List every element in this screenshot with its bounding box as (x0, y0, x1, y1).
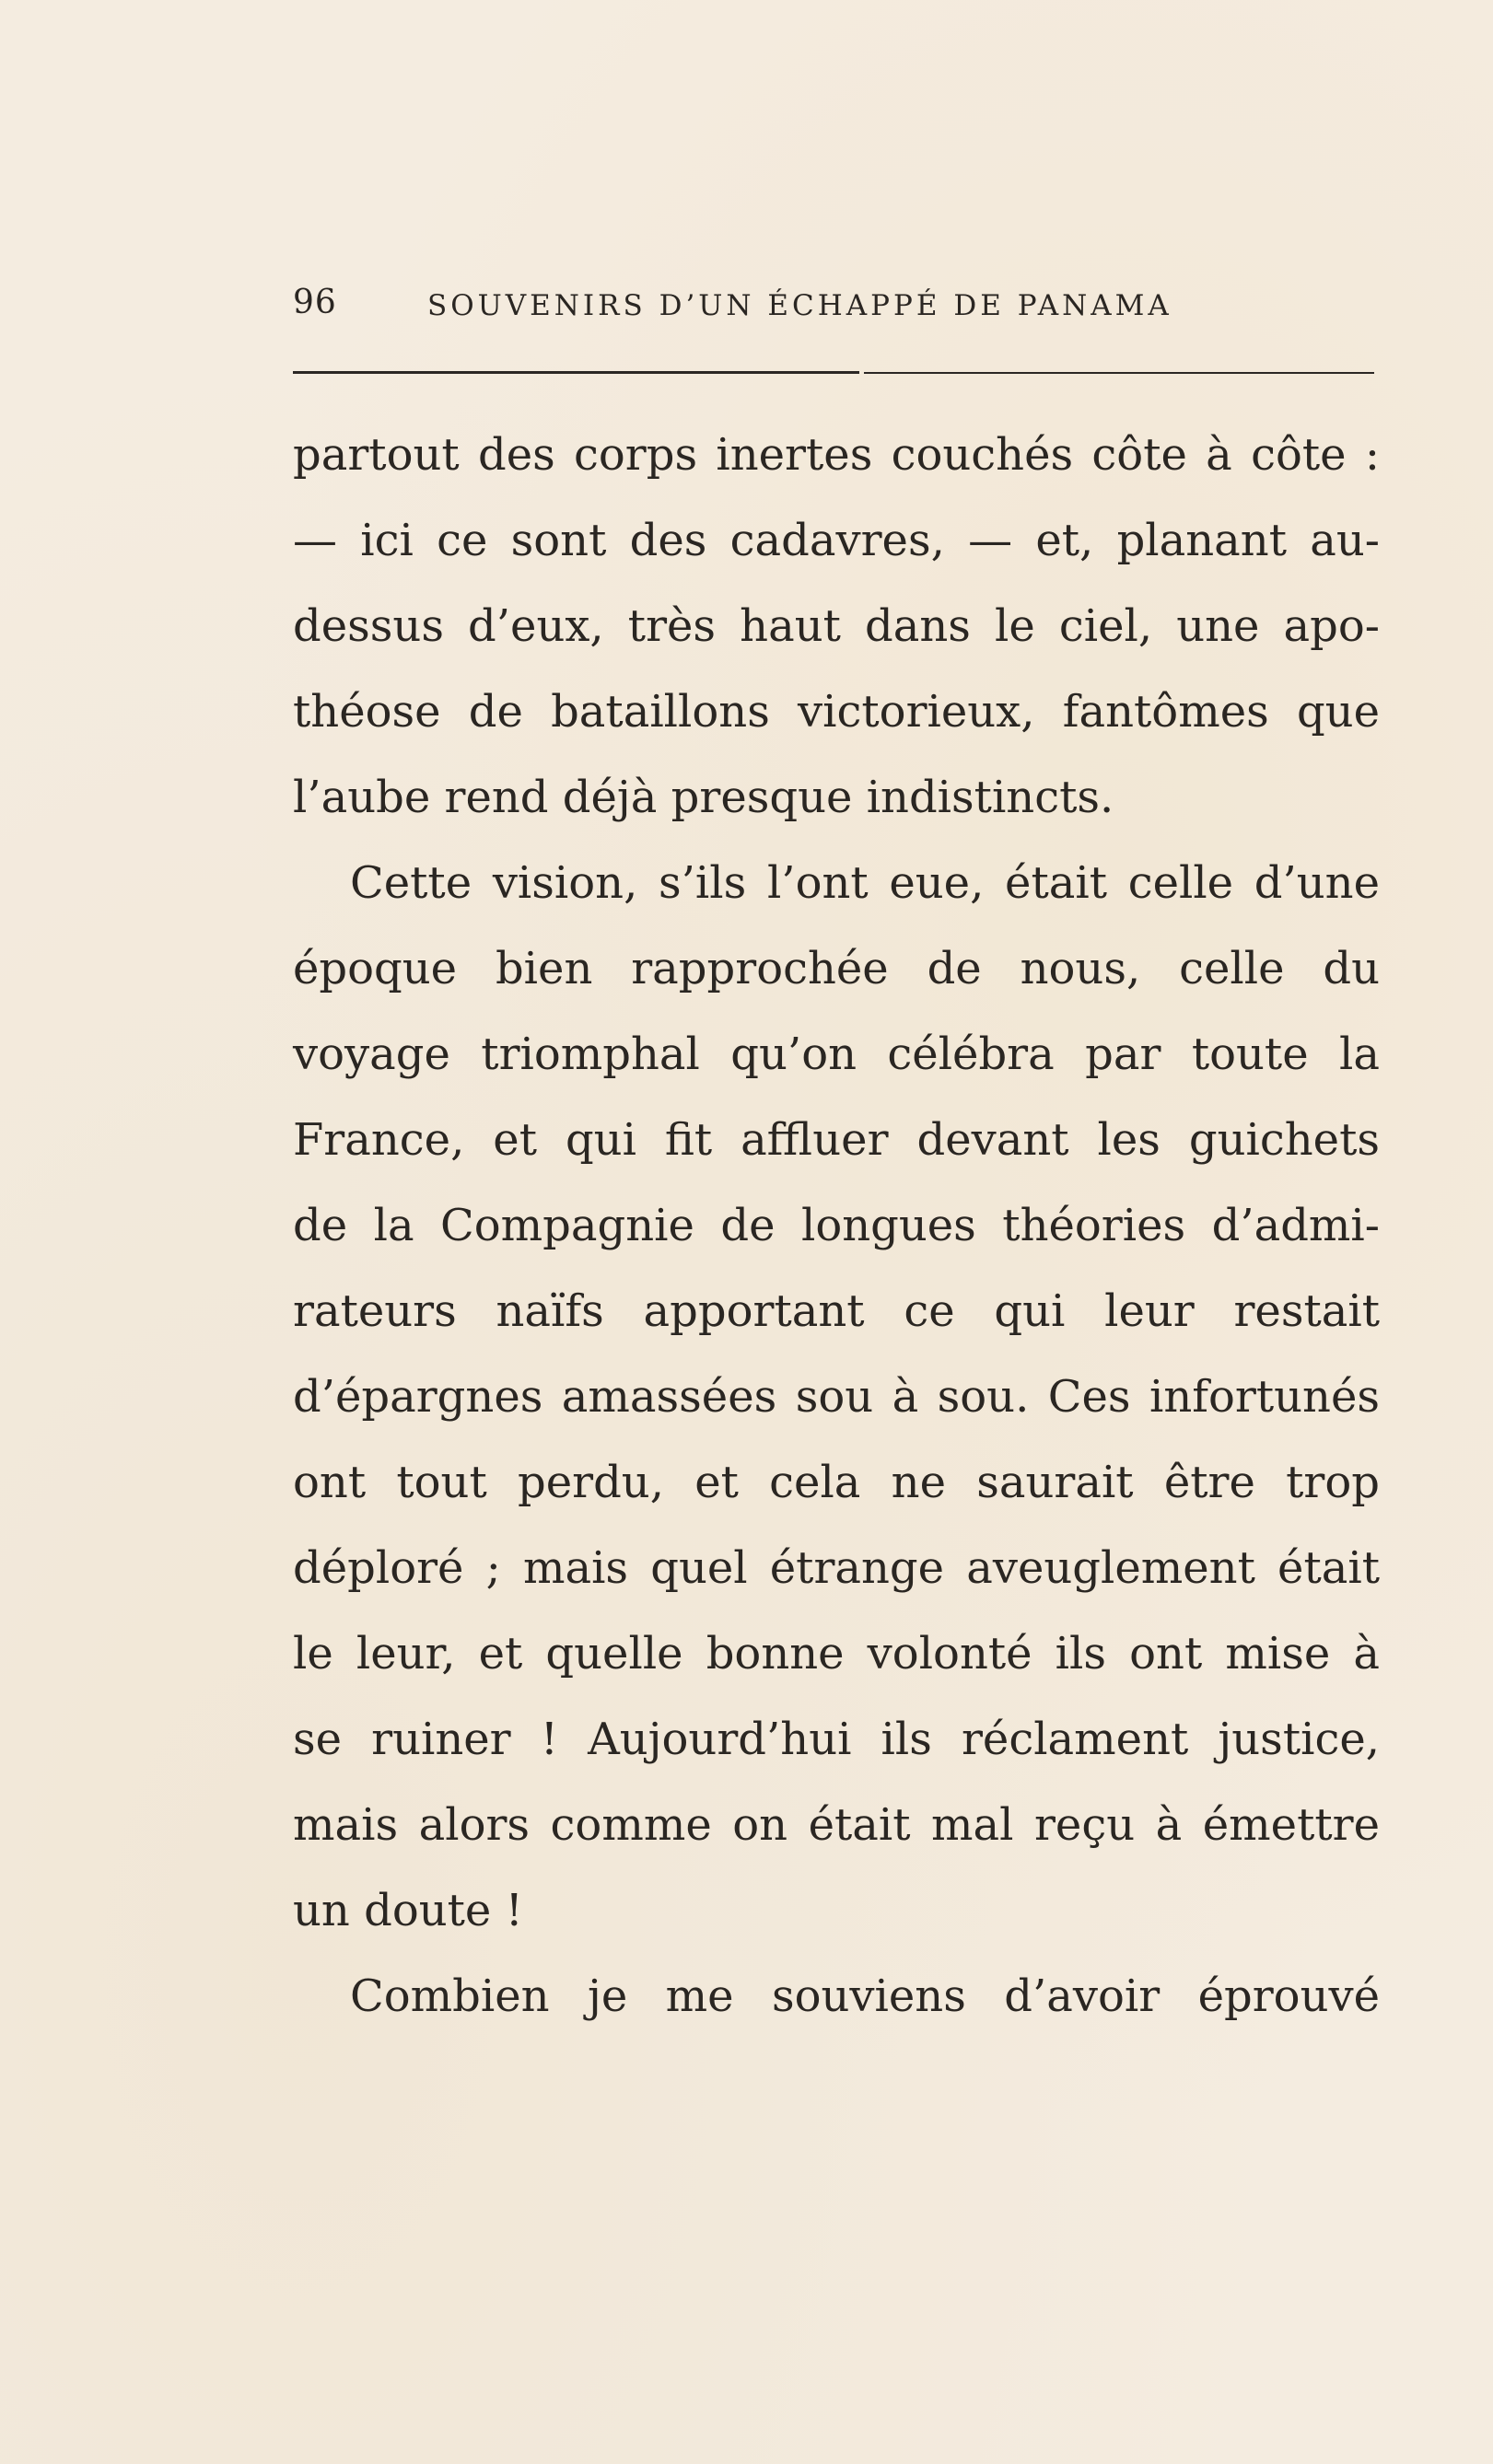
text-line: rateurs naïfs apportant ce qui leur restait (293, 1285, 1380, 1337)
header-rule-left (293, 371, 859, 374)
text-line: France, et qui fit affluer devant les guichets (293, 1114, 1380, 1166)
text-line: époque bien rapprochée de nous, celle du (293, 943, 1380, 994)
text-line: partout des corps inertes couchés côte à côte : (293, 429, 1380, 481)
running-title: SOUVENIRS D’UN ÉCHAPPÉ DE PANAMA (427, 289, 1172, 322)
text-line: voyage triomphal qu’on célébra par toute la (293, 1029, 1380, 1080)
text-line: l’aube rend déjà presque indistincts. (293, 772, 1114, 823)
body-text (293, 413, 1380, 2040)
text-line: — ici ce sont des cadavres, — et, planant au- (293, 515, 1380, 566)
text-line: d’épargnes amassées sou à sou. Ces infortunés (293, 1371, 1380, 1423)
text-line: Cette vision, s’ils l’ont eue, était celle d’une (350, 857, 1380, 909)
text-line: un doute ! (293, 1885, 523, 1936)
text-line: Combien je me souviens d’avoir éprouvé (350, 1970, 1380, 2022)
text-line: dessus d’eux, très haut dans le ciel, une apo- (293, 600, 1380, 652)
text-line: le leur, et quelle bonne volonté ils ont mise à (293, 1628, 1380, 1679)
text-line: de la Compagnie de longues théories d’admi- (293, 1200, 1380, 1251)
text-line: mais alors comme on était mal reçu à émettre (293, 1799, 1380, 1851)
text-line: se ruiner ! Aujourd’hui ils réclament justice, (293, 1714, 1380, 1765)
page-header (293, 276, 1380, 331)
text-line: ont tout perdu, et cela ne saurait être trop (293, 1457, 1380, 1508)
header-rule-right (864, 372, 1374, 374)
text-line: théose de bataillons victorieux, fantômes que (293, 686, 1380, 738)
page-number: 96 (293, 284, 337, 321)
text-line: déploré ; mais quel étrange aveuglement était (293, 1542, 1380, 1594)
